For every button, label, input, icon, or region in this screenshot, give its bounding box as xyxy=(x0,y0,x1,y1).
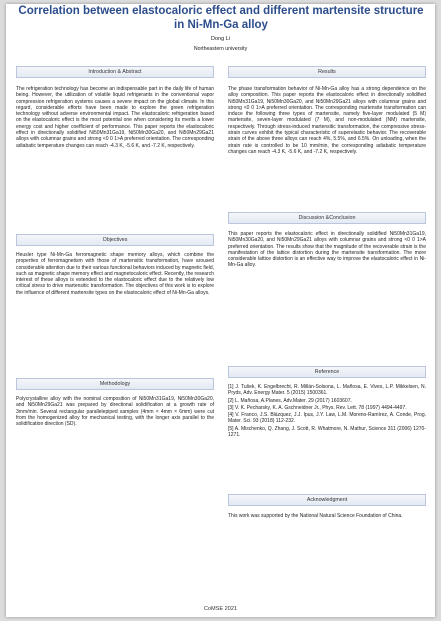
reference-item: [1] J. Tušek, K. Engelbrecht, R. Millán-Solsona, L. Mañosa, E. Vives, L.P. Mikkelsen, N. Pryds, Adv. Energy Mater. 5 (2015) 1500361. xyxy=(228,384,426,397)
discussion-heading: Discussion &Conclusion xyxy=(228,212,426,224)
results-text: The phase transformation behavior of Ni-Mn-Ga alloy has a strong dependence on the alloy composition. This paper reports the elastocaloric effect in directionally solidified Ni50Mn31Ga19, Ni50Mn30Ga20, and Ni50Mn29Ga21 alloys with columnar grains and strong <0 0 1>A preferred orientation. The corresponding martensite transformation can induce the following three types of martensite, namely five-layer modulated (5 M) martensite, seven-layer modulated (7 M), and non-modulated (NM) martensite, respectively. Through stress-induced martensitic transformation, the compressive stress-strain curves exhibit the typical characteristic of superelastic behavior. The recoverable strain of the above three alloys can reach 4%, 5.5%, and 6.5%. On unloading, when the strain rate is controlled to be 10 mm/min, the corresponding adiabatic temperature changes can reach -4.3 K, -5.6 K, and -7.2 K, respectively. xyxy=(228,86,426,155)
methodology-text: Polycrystalline alloy with the nominal composition of Ni50Mn31Ga19, Ni50Mn30Ga20, and Ni50Mn29Ga21 was prepared by directional solidification at a growth rate of 3mm/min. Several rectangular parallelepiped samples (4mm × 4mm × 6mm) were cut from the homogenized alloy for mechanical testing, with the longer axis parallel to the solidification direction (SD). xyxy=(16,396,214,428)
references-heading: Reference xyxy=(228,366,426,378)
poster xyxy=(6,4,435,617)
methodology-heading: Methodology xyxy=(16,378,214,390)
reference-item: [5] A. Mischenko, Q. Zhang, J. Scott, R. Whatmore, N. Mathur, Science 311 (2006) 1270-1271. xyxy=(228,425,426,439)
reference-item: [2] L. Mañosa, A.Planes, Adv.Mater. 29 (2017) 1603607. xyxy=(228,397,352,404)
affiliation: Northeastern university xyxy=(193,46,248,52)
reference-item: [3] V. K. Pecharsky, K. A. Gschneidner Jr., Phys. Rev. Lett. 78 (1997) 4494-4497. xyxy=(228,404,407,411)
acknowledgment-heading: Acknowledgment xyxy=(228,494,426,506)
poster-title: Correlation between elastocaloric effect and different martensite structure in Ni-Mn-Ga alloy xyxy=(18,5,424,31)
objectives-text: Heusler type Ni-Mn-Ga ferromagnetic shape memory alloys, which combine the properties of ferromagnetism with those of martensitic transformation, have aroused considerable attention due to their various functional behaviors induced by magnetic field, such as magnetic shape memory effect and magnetocaloric effect. Recently, the research interest of these alloys is extended to the elastocaloric effect due to the relatively low critical stress to drive martensitic transformation. The objectives of this work is to explore the influence of different martensite types on the elastocaloric effect of Ni-Mn-Ga alloys. xyxy=(16,252,214,296)
discussion-text: This paper reports the elastocaloric effect in directionally solidified Ni50Mn31Ga19, Ni50Mn30Ga20, and Ni50Mn29Ga21 alloys with columnar grains and strong <0 0 1>A preferred orientation. The results show that the magnitude of the recoverable strain is the manifestation of the lattice distortion during the martensite transformation. The more considerable lattice distortion is an effective way to improve the elastocaloric effect in Ni-Mn-Ga alloy. xyxy=(228,231,426,269)
objectives-heading: Objectives xyxy=(16,234,214,246)
reference-items xyxy=(228,384,426,438)
reference-item: [4] V. Franco, J.S. Blázquez, J.J. Ipus, J.Y. Law, L.M. Moreno-Ramírez, A. Conde, Prog. Mater. Sci. 93 (2018) 112-232. xyxy=(228,412,426,425)
references-list xyxy=(228,384,426,484)
footer-conference: CoMSE 2021 xyxy=(203,606,238,612)
intro-text: The refrigeration technology has become an indispensable part in the daily life of human being. However, the utilization of volatile liquid refrigerants in the conventional vapor compression refrigeration systems causes a severe impact on the global climate. In this regard, considerable efforts have been made to explore the green refrigeration technology without adverse environmental impact. The elastocaloric refrigeration based on the elastocaloric effect is the most potential one when considering its merits a lower energy cost and higher coefficient of performance. This paper reports the elastocaloric effect in directionally solidified Ni50Mn31Ga19, Ni50Mn30Ga20, and Ni50Mn29Ga21 alloys with columnar grains and strong <0 0 1>A preferred orientation. The corresponding adiabatic temperature changes can reach -4.3 K, -5.6 K, and -7.2 K, respectively. xyxy=(16,86,214,149)
intro-heading: Introduction & Abstract xyxy=(16,66,214,78)
acknowledgment-text: This work was supported by the National Natural Science Foundation of China. xyxy=(228,513,403,519)
author-name: Dong Li xyxy=(210,36,231,42)
results-heading: Results xyxy=(228,66,426,78)
